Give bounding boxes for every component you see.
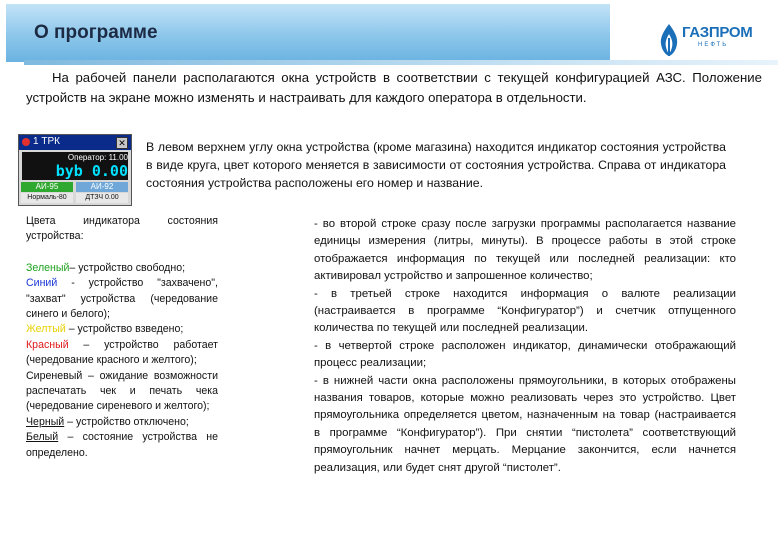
page-title: О программе [34, 22, 158, 43]
status-indicator-icon [22, 138, 30, 146]
status-item-blue: Синий - устройство "захвачено", "захват" устройства (чередование синего и белого); [26, 277, 218, 321]
detail-line-4: - в четвертой строке расположен индикатор, динамически отображающий процесс реализации; [314, 339, 736, 370]
device-operator-line: Оператор: 11.00 [22, 152, 128, 163]
device-description: В левом верхнем углу окна устройства (кроме магазина) находится индикатор состояния устройства в виде круга, цвет которого меняется в зависимости от состояния устройства. Справа от индикатора состояния устройства расположены его номер и название. [146, 140, 726, 190]
product-button-1[interactable]: АИ-95 [21, 182, 73, 192]
detail-line-3: - в третьей строке находится информация о валюте реализации (настраивается в программе “Конфигуратор”) и счетчик отпущенного количества по текущей или последней реализации. [314, 287, 736, 335]
status-item-yellow: Желтый – устройство взведено; [26, 323, 184, 336]
product-sub-2: ДТЗЧ 0.00 [76, 193, 128, 203]
device-window-example [18, 134, 132, 206]
device-title-bar [19, 135, 131, 150]
status-item-green: Зеленый– устройство свободно; [26, 261, 186, 274]
gazprom-neft-logo [656, 22, 753, 62]
status-heading: Цвета индикатора состояния устройства: [26, 215, 218, 243]
logo-text: ГАЗПРОМ [682, 24, 753, 41]
status-item-black: Черный – устройство отключено; [26, 415, 189, 428]
detail-line-2: - во второй строке сразу после загрузки программы располагается название единицы измерения (литры, минуты). В процессе работы в этой строке отображается информация по текущей или последней реализации: кто активировал устройство и запрошенное количество; [314, 218, 736, 283]
close-icon[interactable]: ✕ [116, 137, 128, 149]
flame-icon [656, 22, 682, 58]
detail-bottom: - в нижней части окна расположены прямоугольники, в которых отображены названия товаров, которые можно реализовать через это устройство. Цвет прямоугольника определяется цветом, назначенным на товар (настраивается в программе “Конфигуратор”). При снятии “пистолета” соответствующий прямоугольник начнет мерцать. Мерцание закончится, если начнется реализация, или будет снят другой “пистолет”. [314, 374, 736, 474]
status-colors-list [26, 214, 218, 461]
device-name: 1 ТРК [33, 136, 60, 147]
device-lines-description [314, 216, 736, 477]
status-item-red: Красный – устройство работает (чередование красного и желтого); [26, 338, 218, 367]
product-button-2[interactable]: АИ-92 [76, 182, 128, 192]
status-item-white: Белый – состояние устройства не определено. [26, 431, 218, 459]
device-amount: byb 0.00 [22, 163, 128, 180]
logo-subtext: НЕФТЬ [698, 42, 729, 48]
product-sub-1: Нормаль-80 [21, 193, 73, 203]
intro-paragraph: На рабочей панели располагаются окна устройств в соответствии с текущей конфигурацией АЗС. Положение устройств на экране можно изменять и настраивать для каждого оператора в отдельности. [26, 70, 762, 105]
status-item-lilac: Сиреневый – ожидание возможности распечатать чек и печать чека (чередование сиреневого и желтого); [26, 369, 218, 413]
